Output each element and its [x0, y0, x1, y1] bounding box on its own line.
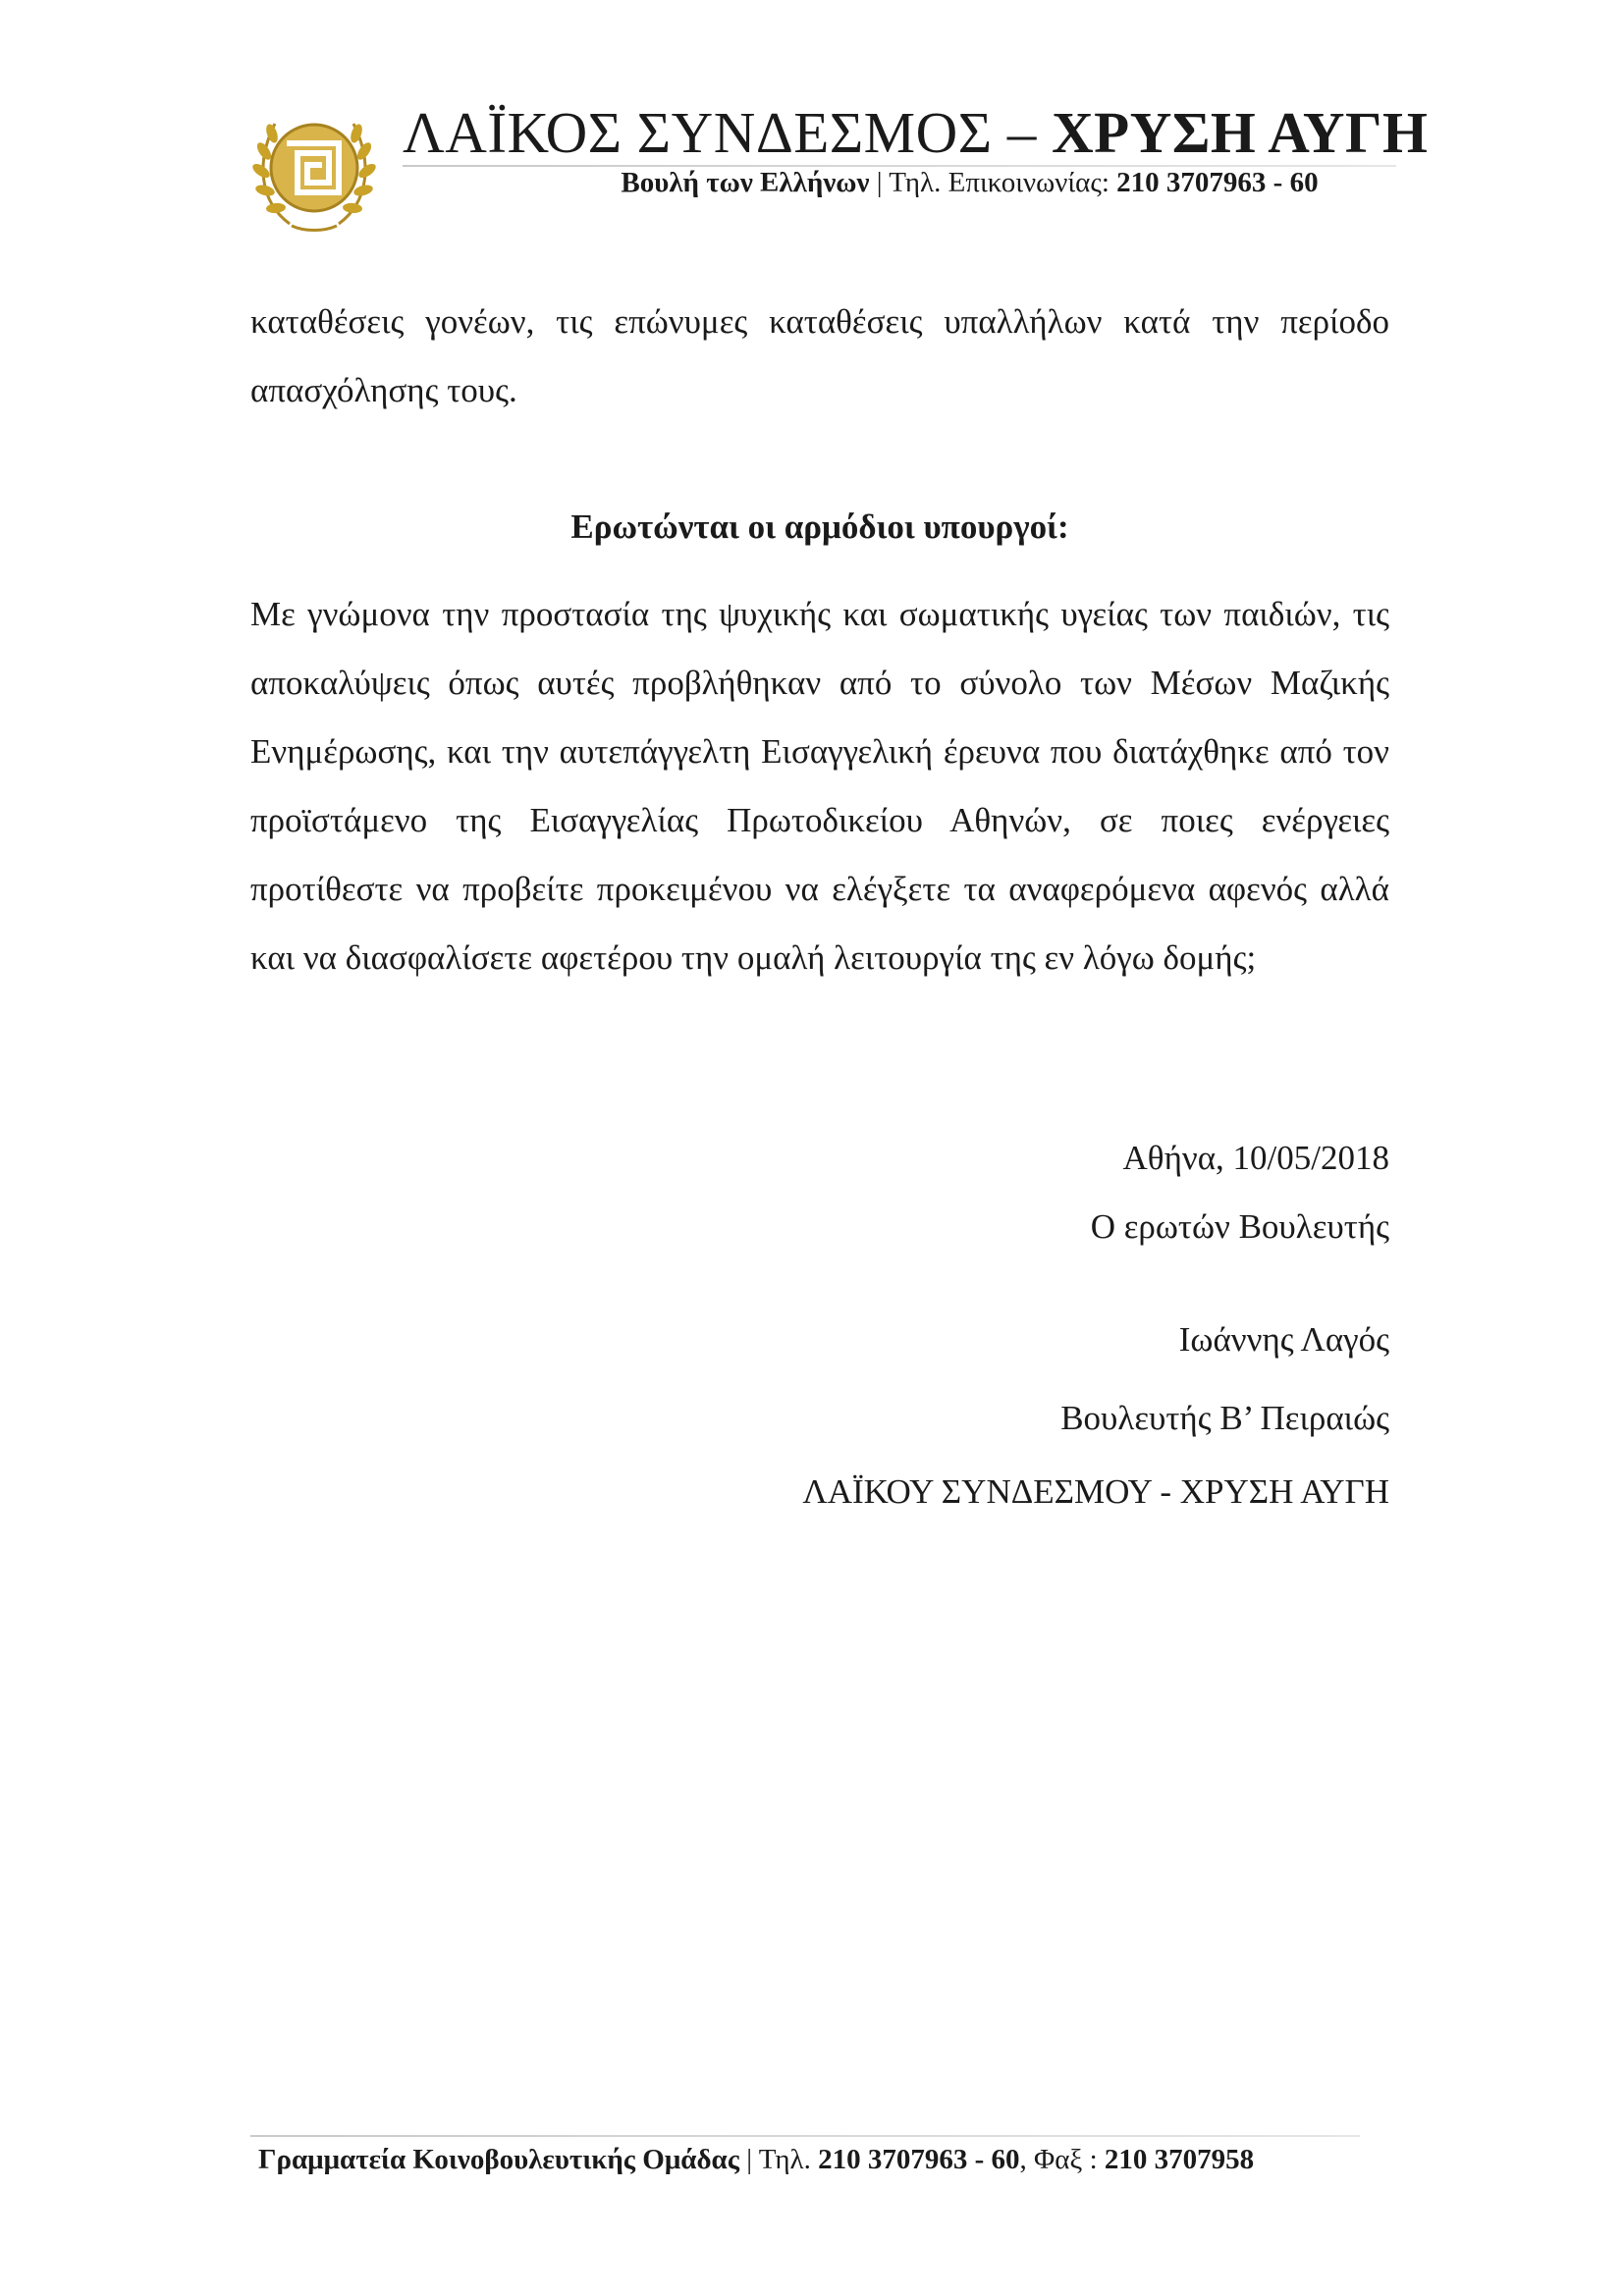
party-emblem-icon: [250, 94, 378, 241]
contact-phone: 210 3707963 - 60: [1116, 167, 1319, 198]
parliament-label: Βουλή των Ελλήνων: [621, 167, 870, 198]
footer-fax: 210 3707958: [1104, 2144, 1255, 2175]
signature-title: Βουλευτής Β’ Πειραιώς: [1060, 1399, 1389, 1437]
footer-separator-1: | Τηλ.: [738, 2144, 819, 2175]
header-contact-line: [545, 163, 1394, 202]
question-heading: Ερωτώνται οι αρμόδιοι υπουργοί:: [570, 507, 1069, 546]
signature-party: ΛΑΪΚΟΥ ΣΥΝΔΕΣΜΟΥ - ΧΡΥΣΗ ΑΥΓΗ: [802, 1472, 1389, 1511]
body-paragraph-2: Με γνώμονα την προστασία της ψυχικής και σωματικής υγείας των παιδιών, τις αποκαλύψεις όπως αυτές προβλήθηκαν από το σύνολο των Μέσων Μαζικής Ενημέρωσης, και την αυτεπάγγελτη Εισαγγελική έρευνα που διατάχθηκε από τον προϊστάμενο της Εισαγγελίας Πρωτοδικείου Αθηνών, σε ποιες ενέργειες προτίθεστε να προβείτε προκειμένου να ελέγξετε τα αναφερόμενα αφενός αλλά και να διασφαλίσετε αφετέρου την ομαλή λειτουργία της εν λόγω δομής;: [250, 595, 1389, 977]
organization-title: [403, 98, 1429, 167]
organization-title-bold: ΧΡΥΣΗ ΑΥΓΗ: [1052, 100, 1429, 165]
footer-divider: [250, 2135, 1360, 2137]
signature-place-date: Αθήνα, 10/05/2018: [1122, 1139, 1389, 1177]
document-header: [250, 94, 1429, 241]
footer-separator-2: , Φαξ :: [1019, 2144, 1105, 2175]
signature-name: Ιωάννης Λαγός: [1178, 1320, 1389, 1359]
signature-role: Ο ερωτών Βουλευτής: [1090, 1207, 1389, 1246]
document-footer: [250, 2140, 1397, 2179]
organization-title-regular: ΛΑΪΚΟΣ ΣΥΝΔΕΣΜΟΣ –: [403, 100, 1053, 165]
contact-separator: | Τηλ. Επικοινωνίας:: [869, 167, 1117, 198]
footer-secretariat: Γραμματεία Κοινοβουλευτικής Ομάδας: [258, 2144, 739, 2175]
footer-phone: 210 3707963 - 60: [818, 2144, 1020, 2175]
body-paragraph-1: καταθέσεις γονέων, τις επώνυμες καταθέσεις υπαλλήλων κατά την περίοδο απασχόλησης τους.: [250, 302, 1389, 409]
